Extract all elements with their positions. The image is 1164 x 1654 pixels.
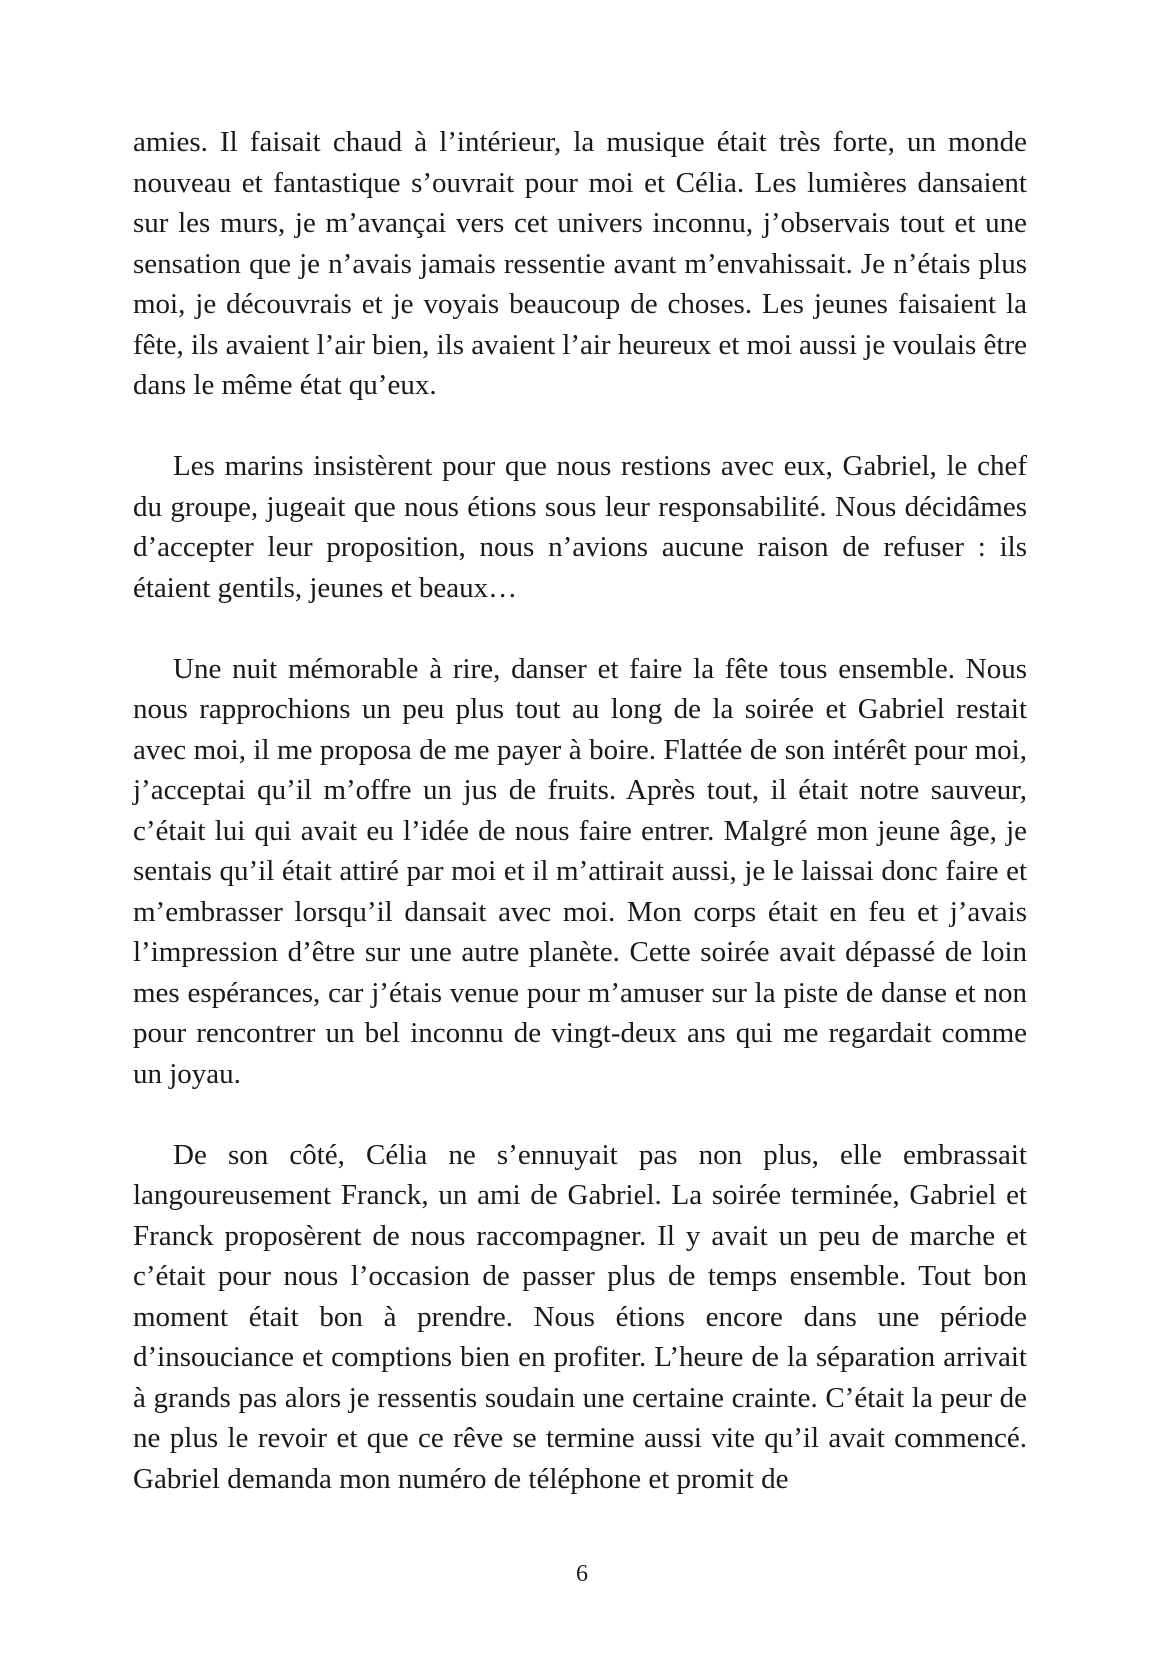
- paragraph-3: Une nuit mémorable à rire, danser et faire la fête tous ensemble. Nous nous rapprochions un peu plus tout au long de la soirée et Gabriel restait avec moi, il me proposa de me payer à boire. Flattée de son intérêt pour moi, j’acceptai qu’il m’offre un jus de fruits. Après tout, il était notre sauveur, c’était lui qui avait eu l’idée de nous faire entrer. Malgré mon jeune âge, je sentais qu’il était attiré par moi et il m’attirait aussi, je le laissai donc faire et m’embrasser lorsqu’il dansait avec moi. Mon corps était en feu et j’avais l’impression d’être sur une autre planète. Cette soirée avait dépassé de loin mes espérances, car j’étais venue pour m’amuser sur la piste de danse et non pour rencontrer un bel inconnu de vingt-deux ans qui me regardait comme un joyau.: [133, 652, 1027, 1090]
- paragraph-1: amies. Il faisait chaud à l’intérieur, la musique était très forte, un monde nouveau et fantastique s’ouvrait pour moi et Célia. Les lumières dansaient sur les murs, je m’avançai vers cet univers inconnu, j’observais tout et une sensation que je n’avais jamais ressentie avant m’envahissait. Je n’étais plus moi, je découvrais et je voyais beaucoup de choses. Les jeunes faisaient la fête, ils avaient l’air bien, ils avaient l’air heureux et moi aussi je voulais être dans le même état qu’eux.: [133, 126, 1027, 401]
- page-number: 6: [576, 1561, 588, 1587]
- paragraph-4: De son côté, Célia ne s’ennuyait pas non plus, elle embrassait langoureusement Franck, un ami de Gabriel. La soirée terminée, Gabriel et Franck proposèrent de nous raccompagner. Il y avait un peu de marche et c’était pour nous l’occasion de passer plus de temps ensemble. Tout bon moment était bon à prendre. Nous étions encore dans une période d’insouciance et comptions bien en profiter. L’heure de la séparation arrivait à grands pas alors je ressentis soudain une certaine crainte. C’était la peur de ne plus le revoir et que ce rêve se termine aussi vite qu’il avait commencé. Gabriel demanda mon numéro de téléphone et promit de: [133, 1138, 1027, 1495]
- body-text: [133, 122, 1027, 1499]
- paragraph-2: Les marins insistèrent pour que nous restions avec eux, Gabriel, le chef du groupe, jugeait que nous étions sous leur responsabilité. Nous décidâmes d’accepter leur proposition, nous n’avions aucune raison de refuser : ils étaient gentils, jeunes et beaux…: [133, 450, 1027, 604]
